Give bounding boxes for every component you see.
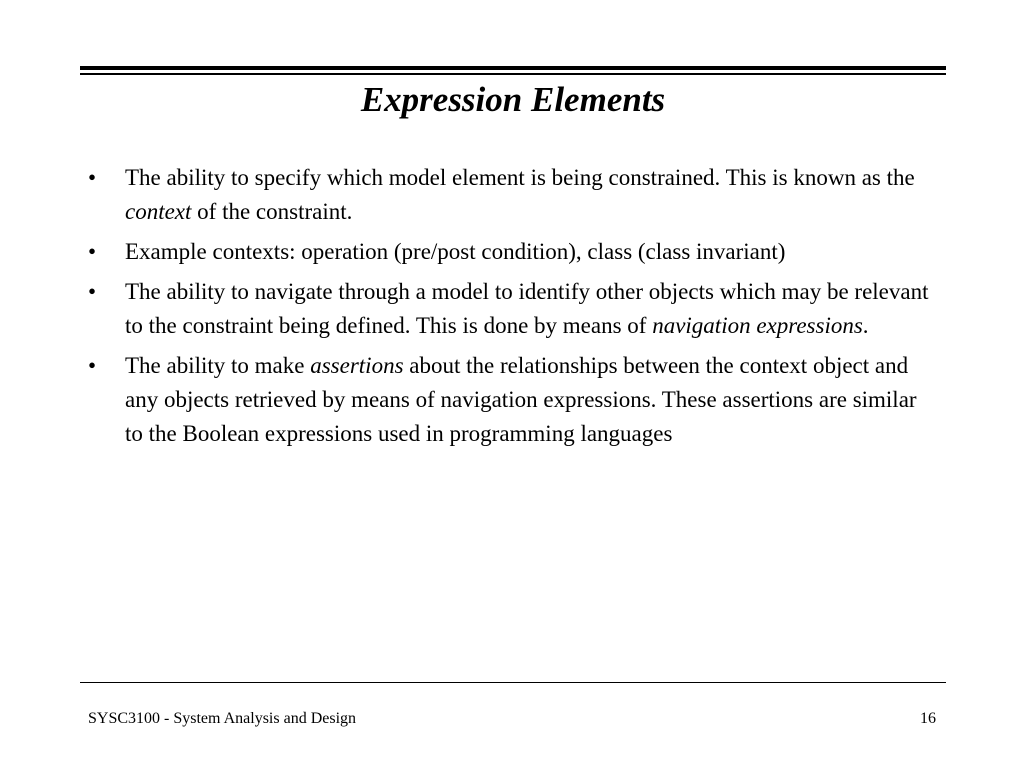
bullet-icon: • (88, 239, 97, 264)
bullet-list (88, 161, 940, 457)
bullet-text: Example contexts: operation (pre/post condition), class (class invariant) (125, 239, 786, 264)
emphasis-text: context (125, 199, 192, 224)
bullet-icon: • (88, 165, 97, 190)
bullet-icon: • (88, 279, 97, 304)
bullet-text: of the constraint. (191, 199, 353, 224)
footer-course-title: SYSC3100 - System Analysis and Design (88, 710, 357, 727)
bullet-item (88, 349, 940, 451)
footer-rule (80, 682, 946, 683)
bullet-icon: • (88, 353, 97, 378)
bullet-item (88, 235, 940, 269)
bullet-text: about the relationships between the context object and any objects retrieved by means of navigation expressions. These assertions are similar to the Boolean expressions used in programming languages (125, 353, 917, 446)
bullet-text: The ability to specify which model element is being constrained. This is known as the (125, 165, 915, 190)
emphasis-text: assertions (310, 353, 404, 378)
top-rule-thin (80, 73, 946, 75)
bullet-item (88, 161, 940, 229)
emphasis-text: navigation expressions (652, 313, 863, 338)
slide-title: Expression Elements (360, 80, 666, 119)
bullet-text: . (862, 313, 869, 338)
bullet-text: The ability to make (125, 353, 311, 378)
page-number: 16 (920, 710, 936, 727)
bullet-item (88, 275, 940, 343)
bullet-text: The ability to navigate through a model to identify other objects which may be relevant to the constraint being defined. This is done by means of (125, 279, 929, 338)
top-rule-thick (80, 66, 946, 70)
